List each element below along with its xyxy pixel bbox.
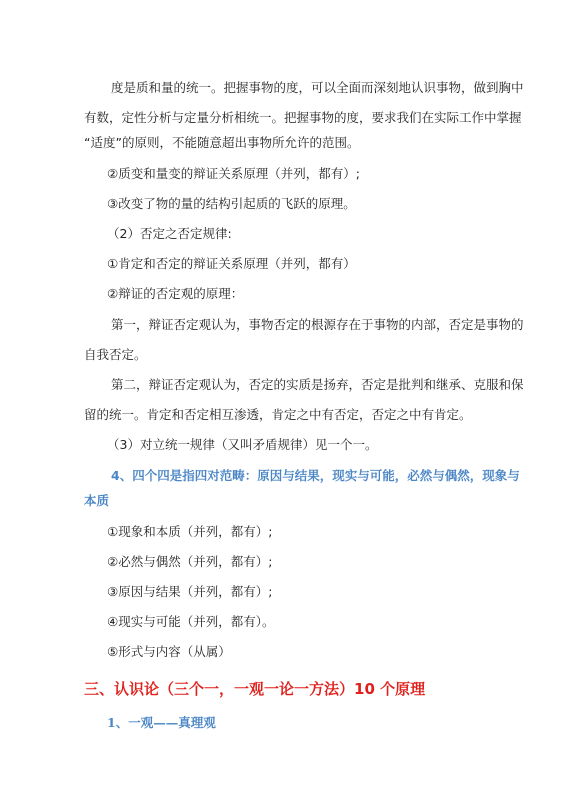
paragraph-line: 留的统一。肯定和否定相互渗透，肯定之中有否定，否定之中有肯定。 <box>84 407 472 422</box>
paragraph-line: 第二，辩证否定观认为，否定的实质是扬弃，否定是批判和继承、克服和保 <box>111 377 524 392</box>
list-item: ①现象和本质（并列，都有）; <box>107 524 273 539</box>
subsection-heading: 1、一观——真理观 <box>107 715 216 730</box>
section-title: （2）否定之否定规律: <box>107 226 232 241</box>
paragraph-line: “适度”的原则，不能随意超出事物所允许的范围。 <box>84 135 360 150</box>
section-title: （3）对立统一规律（又叫矛盾规律）见一个一。 <box>107 437 378 452</box>
list-item: ④现实与可能（并列，都有）。 <box>107 614 275 629</box>
chapter-heading: 三、认识论（三个一，一观一论一方法）10 个原理 <box>84 680 426 698</box>
list-item: ⑤形式与内容（从属） <box>107 644 231 659</box>
paragraph-line: 自我否定。 <box>84 347 147 362</box>
list-item: ③改变了物的量的结构引起质的飞跃的原理。 <box>107 196 356 211</box>
paragraph-line: 有数，定性分析与定量分析相统一。把握事物的度，要求我们在实际工作中掌握 <box>84 110 522 125</box>
heading-4-line2: 本质 <box>84 493 110 508</box>
list-item: ②辩证的否定观的原理： <box>107 286 244 301</box>
paragraph-line: 第一，辩证否定观认为，事物否定的根源存在于事物的内部，否定是事物的 <box>111 317 524 332</box>
list-item: ②质变和量变的辩证关系原理（并列，都有）; <box>107 166 360 181</box>
list-item: ③原因与结果（并列，都有）; <box>107 584 273 599</box>
paragraph-line: 度是质和量的统一。把握事物的度，可以全面而深刻地认识事物，做到胸中 <box>111 80 524 95</box>
list-item: ②必然与偶然（并列，都有）; <box>107 554 273 569</box>
heading-4-line1: 4、四个四是指四对范畴：原因与结果，现实与可能，必然与偶然，现象与 <box>111 468 520 483</box>
list-item: ①肯定和否定的辩证关系原理（并列，都有） <box>107 256 356 271</box>
